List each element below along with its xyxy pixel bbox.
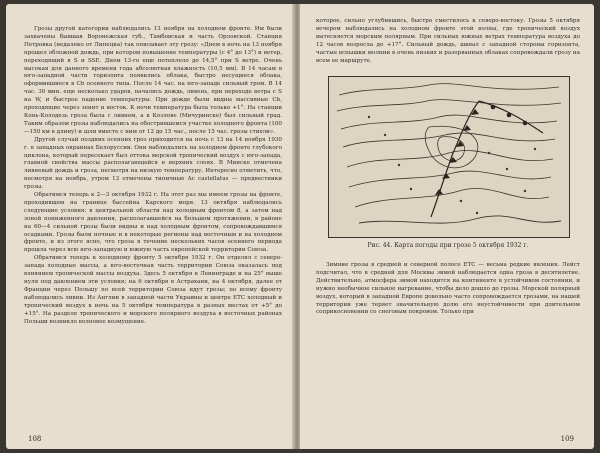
left-page <box>6 4 294 449</box>
paragraph: Обратимся теперь к 2—3 октября 1932 г. На этот раз мы имеем грозы на фронте, проходившем на границе бассейна Карского моря. 13 октября наблюдались следующие условия: в центральной области над холодным фронтом 8, а затем над зоной пониженного давления, располагавшейся на большом протяжении, в районе на 60—4 сильной грозы были видны и над холодным фронтом, сопровождавшимся осадками. Грозы были ночные и в некоторые регионы над восточным и на холодном фронте, и из этого ясно, что гроза в течение нескольких часов осеннего периода прошла через всю юго-западную и южную часть европейской территории Союза. <box>24 192 282 254</box>
page-number: 108 <box>28 435 42 443</box>
right-page <box>300 4 594 449</box>
weather-map <box>329 77 569 237</box>
paragraph: Обратимся теперь к холодному фронту 5 октября 1932 г. Он отделял с северо-запада холодные массы, а юго-восточная часть территории Союза оказалась под влиянием тропической массы воздуха. Здесь 5 октября в Ленинграде и на 25° выше нуля под давлением эти условия; на 6 октября в Астрахани, на 4 октября, далее от Франции через Польшу по всей территории Союза идут грозы; по всему фронту наблюдались ливни. Из Англии в западной части Украины и центре ЕТС холодный и тропический воздух в ночь на 5 октября температура в разных местах от +5° до +15°. На разделе тропического и морского полярного воздуха в восточных районах Польши возникло волновое возмущение. <box>24 255 282 325</box>
paragraph: Грозы другой категории наблюдались 13 ноября на холодном фронте. Им были захвачены бывшая Воронежская губ., Тамбовская и часть Орловской. Станция Петровка (недалеко от Липецка) так описывает эту грозу: «Днем в ночь на 13 ноября прошел обложной дождь, при котором повышение температуры (с 4° до 13°) и ветер, переходящий в S и SSE. Днем 13-го еще потеплело до 14,5° при S ветре. Очень высокая для данного времени года абсолютная влажность (10,5 мм). В 14 часам в юго-западной части горизонта появились облака, быстро несущиеся облака, оформившиеся в Cb осеннего типа. После 14 час. на юго-западе сильный гром. В 14 час. 30 мин. еще несколько ударов, начались дождь, ливень, при переходе ветра с S на W, и быстрое падение температуры. При дожде были видны массивные Cb, проходящие через зенит и восток. К ночи температура была только +1°. На станции Конь-Колодезь гроза была с ливнем, а в Козлове (Мичуринске) был сильный град. Таким образом грозы наблюдались на обострившемся участке холодного фронта (100—150 км в длину) и шли вместе с ним от 12 до 15 час., после 15 час. грозы стихли». <box>24 26 282 135</box>
left-page-text <box>24 26 282 430</box>
paragraph: Другой случай поздних осенних гроз приходится на ночь с 13 на 14 ноября 1930 г. в западных окраинах Белоруссии. Они наблюдались на холодном фронте глубокого циклона, который пересекает был оттока морской тропический воздух с юго-запада, главной свойства массы располагающейся в верхних слоях. В Минске отмечена ливневый дождь и гроза, несмотря на низкую температуру. Интересно отметить, что, несмотря на ноябрь, утром 13 отмечены типичные Ac castellatus — предвестники грозы. <box>24 136 282 191</box>
right-page-top-text <box>316 18 580 73</box>
page-number: 109 <box>560 435 574 443</box>
right-page-bottom-text <box>316 262 580 434</box>
weather-map-figure <box>328 76 570 238</box>
paragraph: которое, сильно углубившись, быстро сместилось к северо-востоку. Грозы 5 октября вечером наблюдались на холодном фронте этой волны, где тропический воздух вытесняется морским полярным. При сильных южных ветрах температура воздуха до 12 часов возросла до +17°. Сильный дождь, шквал с западной стороны горизонта, частые вспышки молнии в очень низких и разорванных облаках сопровождали грозу на всем ее маршруте. <box>316 18 580 64</box>
figure-caption: Рис. 44. Карта погоды при грозе 5 октября 1932 г. <box>367 242 529 249</box>
paragraph: Зимние грозы в средней и северной полосе ЕТС — весьма редкие явления. Лейст подсчитал, что в средней для Москвы зимой наблюдается одна гроза в десятилетие. Действительно, атмосфера зимой находится на континенте в устойчивом состоянии, и нужно необычное сильное нагревание, чтобы дело дошло до грозы. Морской полярный воздух, который в западной Европе довольно часто сопровождается грозами, на нашей территории уже теряет значительную долю его неустойчивости при длительном соприкосновении со снеговым покровом. Только при <box>316 262 580 316</box>
